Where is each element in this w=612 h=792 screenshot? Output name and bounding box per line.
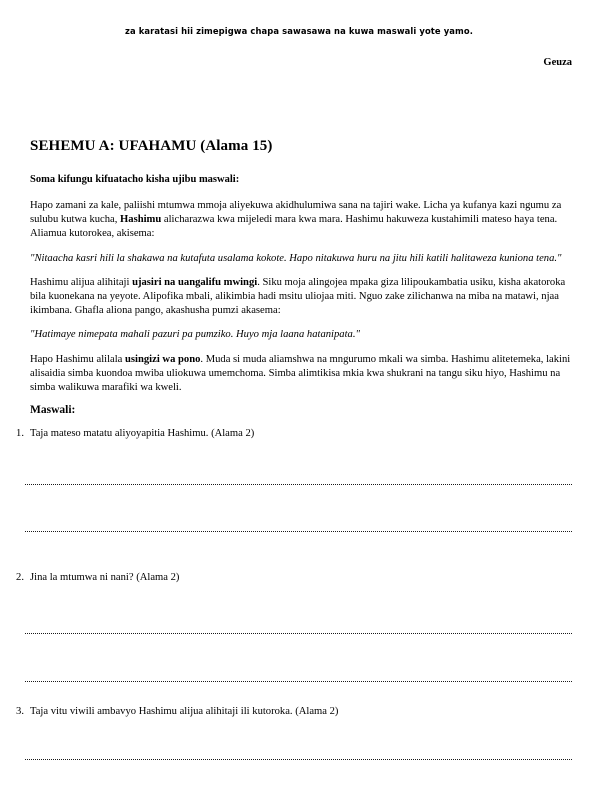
passage-p3-bold-phrase: usingizi wa pono: [125, 353, 201, 365]
questions-heading: Maswali:: [30, 404, 76, 416]
answer-line[interactable]: [25, 758, 572, 760]
section-instruction: Soma kifungu kifuatacho kisha ujibu maswali:: [30, 174, 240, 185]
answer-line[interactable]: [25, 632, 572, 634]
passage-p2-part-b: . Siku moja alingojea mpaka giza lilipoukambatia usiku, kisha akatoroka bila kuonekana na yeyote. Alipofika mbali, alikimbia hadi msitu uliojaa miti. Nguo zake zilichanwa na miba na matawi, njaa ikimbana. Ghafla aliona pango, akashusha pumzi akasema:: [30, 276, 566, 317]
question-text-2: Jina la mtumwa ni nani? (Alama 2): [30, 572, 180, 583]
passage-quote-1: "Nitaacha kasri hili la shakawa na kutafuta usalama kokote. Hapo nitakuwa huru na jitu hili katili halitaweza kuniona tena.": [30, 252, 562, 264]
section-heading: SEHEMU A: UFAHAMU (Alama 15): [30, 138, 273, 154]
question-number-2: 2.: [16, 572, 24, 583]
passage-paragraph-3: [30, 353, 575, 396]
answer-line[interactable]: [25, 530, 572, 532]
passage-p1-bold-name: Hashimu: [120, 214, 162, 226]
question-text-3: Taja vitu viwili ambavyo Hashimu alijua alihitaji ili kutoroka. (Alama 2): [30, 706, 339, 717]
reading-passage: [30, 199, 575, 405]
passage-p3-part-b: . Muda si muda aliamshwa na mngurumo mkali wa simba. Hashimu alitetemeka, lakini alisaidia simba kuondoa mwiba uliokuwa umemchoma. Simba alimtikisa mkia kwa shukrani na tangu siku hiyo, Hashimu na simba walikuwa marafiki wa kweli.: [30, 353, 571, 394]
answer-line[interactable]: [25, 680, 572, 682]
passage-quote-2: "Hatimaye nimepata mahali pazuri pa pumziko. Huyo mja laana hatanipata.": [30, 329, 360, 341]
header-note: za karatasi hii zimepigwa chapa sawasawa na kuwa maswali yote yamo.: [125, 26, 473, 36]
question-number-1: 1.: [16, 428, 24, 439]
passage-p1-part-b: alicharazwa kwa mijeledi mara kwa mara. Hashimu hakuweza kustahimili mateso haya tena. Aliamua kutorokea, akisema:: [30, 214, 558, 240]
passage-p2-part-a: Hashimu alijua alihitaji: [30, 276, 133, 288]
turn-over-label: Geuza: [543, 57, 572, 68]
passage-p3-part-a: Hapo Hashimu alilala: [30, 353, 126, 365]
passage-paragraph-2: [30, 276, 575, 319]
answer-line[interactable]: [25, 483, 572, 485]
passage-p1-part-a: Hapo zamani za kale, paliishi mtumwa mmoja aliyekuwa akidhulumiwa sana na tajiri wake. Licha ya kufanya kazi ngumu za sulubu kutwa kucha,: [30, 200, 562, 226]
question-number-3: 3.: [16, 706, 24, 717]
passage-paragraph-1: [30, 199, 575, 242]
passage-p2-bold-phrase: ujasiri na uangalifu mwingi: [132, 276, 258, 288]
question-text-1: Taja mateso matatu aliyoyapitia Hashimu. (Alama 2): [30, 428, 255, 439]
